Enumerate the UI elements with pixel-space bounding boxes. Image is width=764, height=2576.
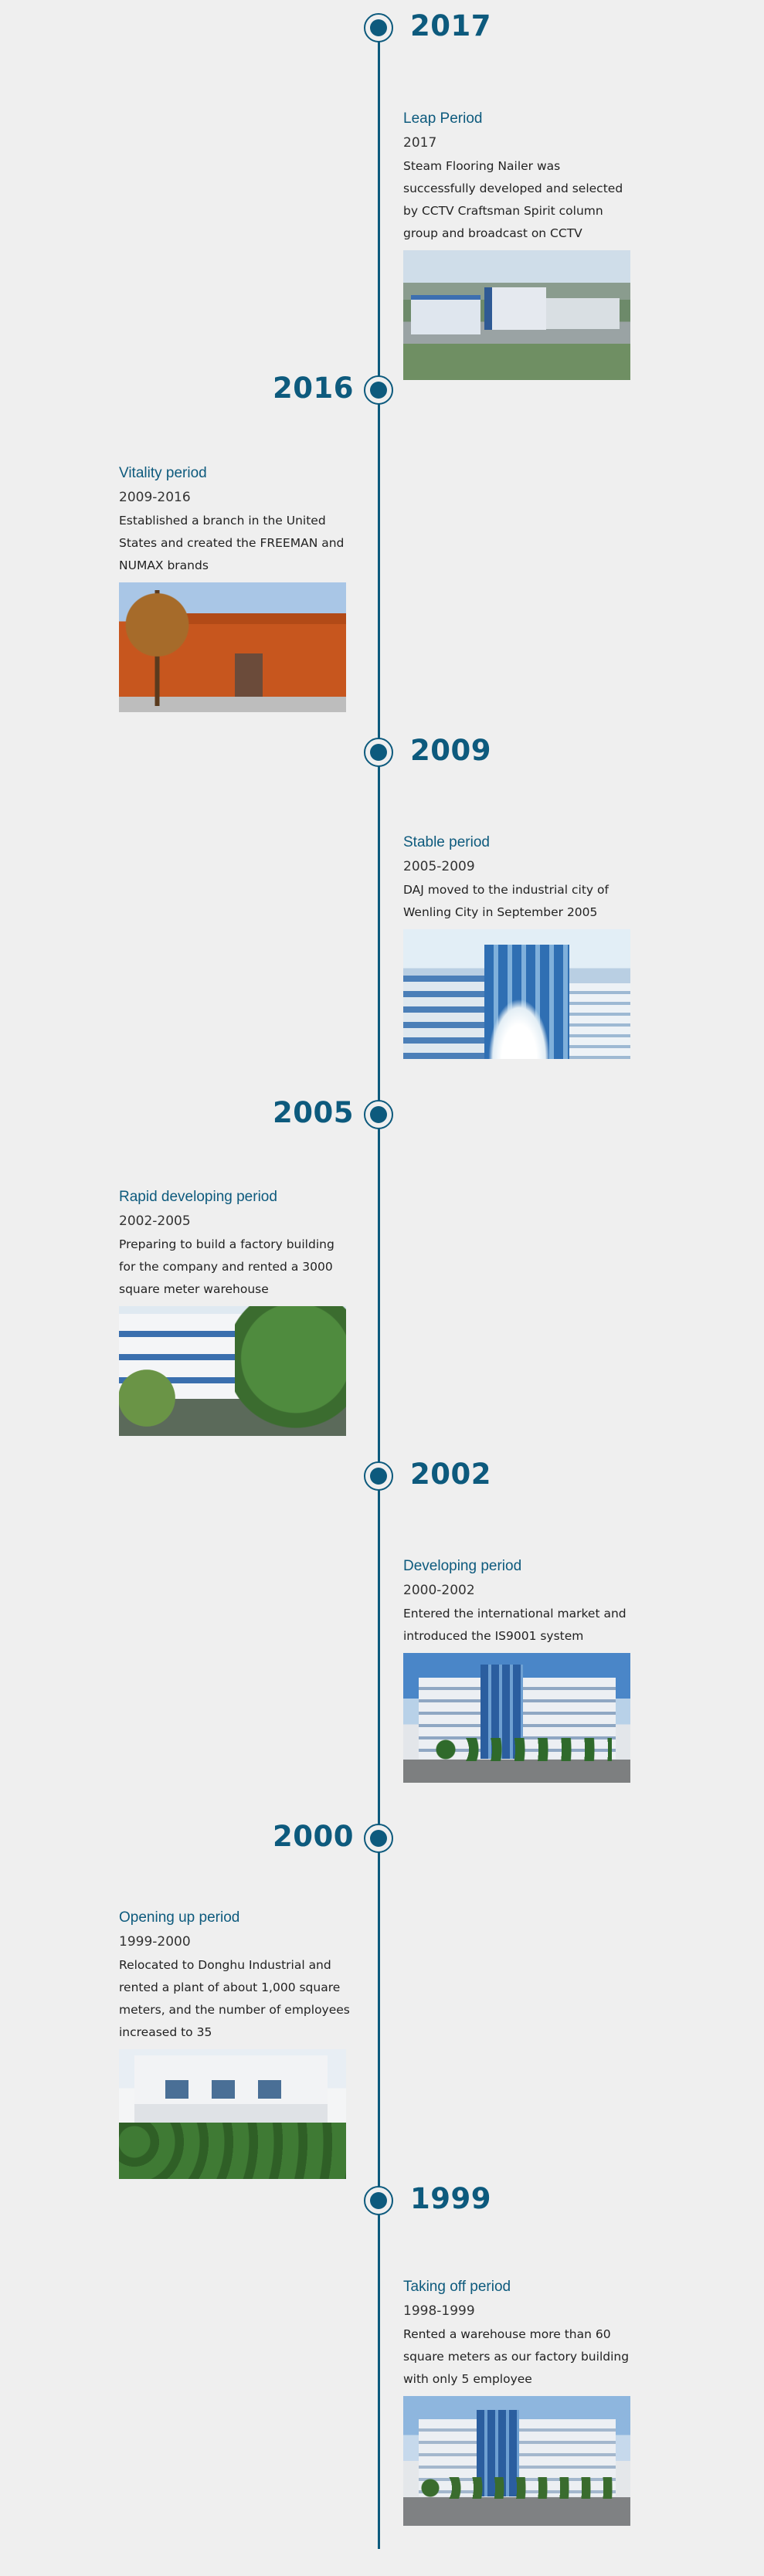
factory-photo bbox=[119, 1306, 346, 1436]
timeline-marker bbox=[364, 13, 393, 42]
year-label: 2002 bbox=[410, 1458, 491, 1491]
entry-description: Rented a warehouse more than 60 square meters as our factory building with only 5 employee bbox=[403, 2327, 630, 2386]
year-label: 2000 bbox=[273, 1820, 354, 1853]
entry-range: 1998-1999 bbox=[403, 2303, 475, 2319]
entry-range: 2000-2002 bbox=[403, 1583, 475, 1598]
timeline-marker bbox=[364, 1824, 393, 1853]
year-label: 2016 bbox=[273, 372, 354, 405]
factory-photo bbox=[119, 582, 346, 712]
timeline-entry-2016 bbox=[119, 463, 351, 712]
entry-title: Leap Period bbox=[403, 110, 483, 127]
timeline-marker bbox=[364, 1461, 393, 1491]
entry-description: Preparing to build a factory building for the company and rented a 3000 square meter warehouse bbox=[119, 1237, 334, 1296]
timeline-marker bbox=[364, 1100, 393, 1129]
entry-description: Entered the international market and introduced the IS9001 system bbox=[403, 1607, 626, 1643]
factory-photo bbox=[119, 2049, 346, 2179]
entry-description: Relocated to Donghu Industrial and rented a plant of about 1,000 square meters, and the number of employees increased to 35 bbox=[119, 1958, 350, 2039]
entry-title: Stable period bbox=[403, 834, 490, 850]
timeline-marker bbox=[364, 375, 393, 405]
timeline-entry-2005 bbox=[119, 1187, 351, 1436]
timeline-entry-2002 bbox=[403, 1556, 635, 1783]
entry-range: 2005-2009 bbox=[403, 859, 475, 874]
timeline-entry-2017 bbox=[403, 109, 635, 380]
year-label: 1999 bbox=[410, 2182, 491, 2215]
timeline-marker bbox=[364, 738, 393, 767]
year-label: 2009 bbox=[410, 734, 491, 767]
year-label: 2005 bbox=[273, 1096, 354, 1129]
entry-description: Steam Flooring Nailer was successfully developed and selected by CCTV Craftsman Spirit column group and broadcast on CCTV bbox=[403, 159, 623, 240]
entry-range: 2009-2016 bbox=[119, 490, 191, 505]
entry-range: 2002-2005 bbox=[119, 1213, 191, 1229]
entry-range: 1999-2000 bbox=[119, 1934, 191, 1950]
factory-photo bbox=[403, 929, 630, 1059]
entry-range: 2017 bbox=[403, 135, 437, 151]
timeline-line bbox=[378, 28, 380, 2549]
factory-photo bbox=[403, 250, 630, 380]
year-label: 2017 bbox=[410, 9, 491, 42]
timeline-entry-2000 bbox=[119, 1908, 351, 2179]
entry-title: Opening up period bbox=[119, 1909, 240, 1926]
factory-photo bbox=[403, 2396, 630, 2526]
entry-description: Established a branch in the United States and created the FREEMAN and NUMAX brands bbox=[119, 514, 345, 572]
timeline-entry-1999 bbox=[403, 2277, 635, 2526]
timeline-marker bbox=[364, 2186, 393, 2215]
entry-title: Developing period bbox=[403, 1558, 522, 1574]
entry-title: Rapid developing period bbox=[119, 1189, 277, 1205]
entry-title: Taking off period bbox=[403, 2279, 511, 2295]
factory-photo bbox=[403, 1653, 630, 1783]
entry-title: Vitality period bbox=[119, 465, 207, 481]
timeline-entry-2009 bbox=[403, 833, 635, 1059]
entry-description: DAJ moved to the industrial city of Wenling City in September 2005 bbox=[403, 883, 609, 919]
